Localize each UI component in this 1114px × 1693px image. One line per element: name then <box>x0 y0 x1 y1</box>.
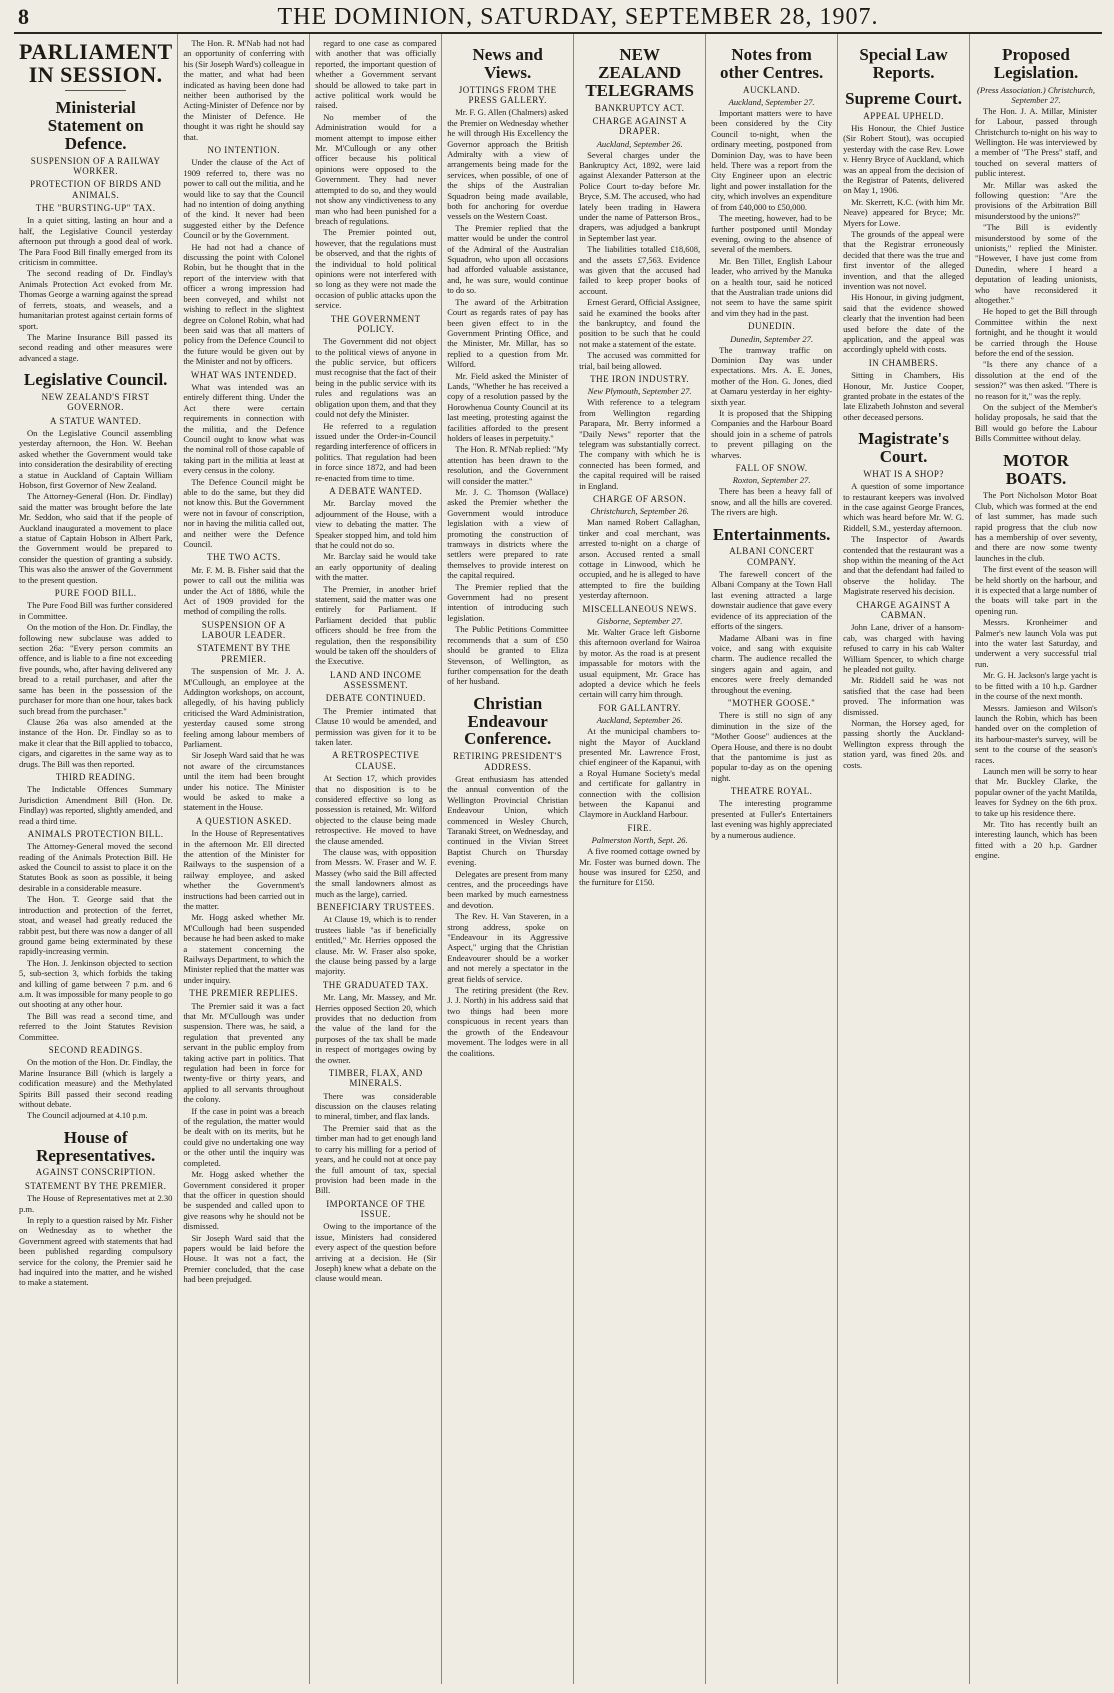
subheading: NEW ZEALAND'S FIRST GOVERNOR. <box>41 391 150 413</box>
subheading: A RETROSPECTIVE CLAUSE. <box>332 750 420 771</box>
article-paragraph: Mr. J. C. Thomson (Wallace) asked the Premier whether the Government would introduce legislation with a view of promoting the construction of tramways in districts where the settlers were prepared to rate themselves to provide interest on the capital required. <box>447 487 569 581</box>
article-paragraph: On the subject of the Member's holiday proposals, he said that the Bill would go before the Labour Bills Committee without delay. <box>975 402 1097 444</box>
section-heading: MOTOR BOATS. <box>1003 450 1069 488</box>
article-paragraph: The Attorney-General (Hon. Dr. Findlay) said the matter was brought before the late Mr. Seddon, who said that if the people of Auckland inaugurated a movement to place a statue of Captain Hobson in Albert Park, the Government would be prepared to consider the question of granting a subsidy. This was also the answer of the Government to the present question. <box>19 491 173 585</box>
article-paragraph: Mr. Lang, Mr. Massey, and Mr. Herries opposed Section 20, which provides that no deduction from the value of the land for the purposes of the tax shall be made in respect of mortgages owing by the owner. <box>315 992 437 1065</box>
subheading: FOR GALLANTRY. <box>598 702 681 713</box>
subheading: THEATRE ROYAL. <box>730 786 813 797</box>
column-6 <box>706 34 838 1684</box>
subheading: THE PREMIER REPLIES. <box>189 988 299 999</box>
article-paragraph: There is still no sign of any diminution in the size of the "Mother Goose" audiences at the Opera House, and there is no doubt that the pantomime is just as popular to-day as on the opening night. <box>711 710 833 783</box>
article-paragraph: In a quiet sitting, lasting an hour and a half, the Legislative Council yesterday afternoon put through a good deal of work. The Para Food Bill finally emerged from its criticism in committee. <box>19 215 173 268</box>
subheading: DEBATE CONTINUED. <box>325 693 426 704</box>
dateline: New Plymouth, September 27. <box>587 386 692 397</box>
article-paragraph: The Council adjourned at 4.10 p.m. <box>27 1110 148 1121</box>
article-paragraph: At the municipal chambers to-night the Mayor of Auckland presented Mr. Lawrence Frost, chief engineer of the Kapanui, with a Royal Humane Society's medal and certificate for gallantry in connection with the collision between the Kapanui and Claymore in Auckland Harbour. <box>579 726 701 820</box>
section-heading: Ministerial Statement on Defence. <box>47 98 144 153</box>
article-paragraph: If the case in point was a breach of the regulation, the matter would be dealt with on its merits, but he could give no undertaking one way or the other until the inquiry was completed. <box>183 1105 305 1168</box>
article-paragraph: Under the clause of the Act of 1909 referred to, there was no power to call out the militia, and he would like to say that the Council had no intention of doing anything of the kind. It never had been suggested either by the Defence Council or by the Government. <box>183 157 305 241</box>
subheading: WHAT WAS INTENDED. <box>190 369 297 380</box>
column-5 <box>574 34 706 1684</box>
masthead <box>14 4 1102 34</box>
subheading: THE TWO ACTS. <box>206 552 281 563</box>
section-heading: House of Representatives. <box>36 1127 156 1165</box>
column-8 <box>970 34 1102 1684</box>
article-paragraph: The Premier replied that the Government had no present intention of introducing such legislation. <box>447 581 569 623</box>
subheading: A QUESTION ASKED. <box>195 815 292 826</box>
article-paragraph: The Bill was read a second time, and referred to the Joint Statutes Revision Committee. <box>19 1010 173 1042</box>
article-paragraph: The first event of the season will be held shortly on the harbour, and it is expected that a large number of the boats will take part in the opening run. <box>975 564 1097 616</box>
column-2 <box>178 34 310 1684</box>
article-paragraph: The liabilities totalled £18,608, and the assets £7,563. Evidence was given that the accused had failed to keep proper books of account. <box>579 244 701 296</box>
subheading: TIMBER, FLAX, AND MINERALS. <box>328 1067 423 1089</box>
article-paragraph: The Premier intimated that Clause 10 would be amended, and permission was given for it to be taken later. <box>315 705 437 748</box>
page-number: 8 <box>18 4 29 29</box>
column-1 <box>14 34 178 1684</box>
article-paragraph: The Premier, in another brief statement, said the matter was one entirely for Parliament. If Parliament decided that public officers should be free from the regulation, then the responsibility would be taken off the shoulders of the Executive. <box>315 583 437 667</box>
article-paragraph: The Hon. J. A. Millar, Minister for Labour, passed through Christchurch to-night on his way to Wellington. He was interviewed by a member of "The Press" staff, and touched on several matters of public interest. <box>975 105 1097 179</box>
article-paragraph: The Premier said that as the timber man had to get enough land to carry his milling for a period of years, and he could not at once pay the full amount of tax, special provision had been made in the Bill. <box>315 1122 437 1196</box>
divider-rule <box>65 90 126 91</box>
subheading: A DEBATE WANTED. <box>329 485 423 496</box>
subheading: SECOND READINGS. <box>48 1044 143 1055</box>
article-paragraph: He referred to a regulation issued under the Order-in-Council regarding interference of officers in politics. That regulation had been in force since 1872, and had been re-enacted from time to time. <box>315 420 437 483</box>
subheading: A STATUE WANTED. <box>49 415 142 426</box>
article-paragraph: The second reading of Dr. Findlay's Animals Protection Act evoked from Mr. Thomas George a warning against the spread of ferrets, stoats, and weasels, and a humanitarian protest against certain forms of sport. <box>19 268 173 331</box>
subheading: STATEMENT BY THE PREMIER. <box>24 1180 167 1191</box>
article-paragraph: The meeting, however, had to be further postponed until Monday evening, owing to the absence of several of the members. <box>711 213 833 255</box>
article-paragraph: Sir Joseph Ward said that the papers would be laid before the House. It was not a fact, the Premier concluded, that the case had been prejudged. <box>183 1232 305 1285</box>
section-heading: Supreme Court. <box>845 88 962 108</box>
article-paragraph: The Premier said it was a fact that Mr. M'Cullough was under suspension. There was, he said, a regulation that prevented any servant in the public employ from taking active part in politics. That regulation had been in force for twenty-five or thirty years, and applied to all servants throughout the colony. <box>183 1000 305 1105</box>
article-paragraph: Launch men will be sorry to hear that Mr. Buckley Clarke, the popular owner of the yacht Matilda, leaves for Sydney on the 6th prox. to take up his residence there. <box>975 765 1097 818</box>
subheading: ANIMALS PROTECTION BILL. <box>27 828 164 839</box>
masthead-title: THE DOMINION, SATURDAY, SEPTEMBER 28, 1907. <box>277 4 879 30</box>
article-paragraph: The clause was, with opposition from Messrs. W. Fraser and W. F. Massey (who said the Bill affected the small landowners almost as much as the large), carried. <box>315 846 437 899</box>
subheading: CHARGE AGAINST A DRAPER. <box>592 115 687 137</box>
subheading: THE GRADUATED TAX. <box>322 979 429 990</box>
article-paragraph: The Government did not object to the political views of anyone in the public service, but officers must recognise that the fact of their being in the public service with its rules and regulations was an obligation upon them, and that they could not defy the Minister. <box>315 336 437 420</box>
subheading: BANKRUPTCY ACT. <box>594 102 685 113</box>
section-heading: Entertainments. <box>712 524 831 544</box>
article-paragraph: The grounds of the appeal were that the Registrar erroneously decided that there was the true and first inventor of the alleged invention, and that the alleged invention was not novel. <box>843 228 965 291</box>
article-paragraph: The House of Representatives met at 2.30 p.m. <box>19 1193 173 1214</box>
article-paragraph: The Inspector of Awards contended that the restaurant was a shop within the meaning of the Act and that the defendant had failed to observe the holiday. The Magistrate reserved his decision. <box>843 534 965 597</box>
article-paragraph: Sir Joseph Ward said that he was not aware of the circumstances until the item had been brought under his notice. The Minister would be asked to make a statement in the House. <box>183 750 305 813</box>
article-paragraph: Man named Robert Callaghan, tinker and coal merchant, was arrested to-night on a charge of arson. Accused rented a small cottage in Linwood, which he occupied, and he is alleged to have attempted to fire the building yesterday afternoon. <box>579 517 701 601</box>
article-paragraph: John Lane, driver of a hansom-cab, was charged with having refused to carry in his cab Walter William Spencer, to which charge he pleaded not guilty. <box>843 622 965 674</box>
article-paragraph: The Marine Insurance Bill passed its second reading and other measures were advanced a stage. <box>19 331 173 363</box>
subheading: RETIRING PRESIDENT'S ADDRESS. <box>453 751 563 772</box>
section-heading: Notes from other Centres. <box>719 45 824 82</box>
article-paragraph: Messrs. Jamieson and Wilson's launch the Robin, which has been handed over on the completion of its harbour-master's survey, will be sent to the course of the season's races. <box>975 702 1097 765</box>
section-heading: Legislative Council. <box>23 370 168 390</box>
article-paragraph: The tramway traffic on Dominion Day was under expectations. Mrs. A. E. Jones, mother of the Hon. G. Jones, died at Oamaru yesterday in her eighty-sixth year. <box>711 344 833 407</box>
column-3 <box>310 34 442 1684</box>
article-paragraph: No member of the Administration would for a moment attempt to impose either Mr. M'Cullough or any other officer because his political opinions were opposed to the Government. They had never attempted to do so, and they would not show any vindictiveness to any man who had been punished for a breach of regulations. <box>315 111 437 226</box>
subheading: AUCKLAND. <box>742 84 801 95</box>
article-paragraph: Clause 26a was also amended at the instance of the Hon. Dr. Findlay so as to make it clear that the Bill applied to tobacco, cigars, and cigarettes in the same way as to drugs. The Bill was then reported. <box>19 716 173 769</box>
article-paragraph: He had not had a chance of discussing the point with Colonel Robin, but he thought that in the report of the interview with that officer a wrong impression had been conveyed, and whilst not wishing to reflect in the slightest degree on Colonel Robin, what had been said was that all matters of policy from the Defence Council to the future would be given out by the Minister and not by officers. <box>183 241 305 367</box>
article-paragraph: On the motion of the Hon. Dr. Findlay, the Marine Insurance Bill (which is largely a codification measure) and the Methylated Spirits Bill passed their second reading without debate. <box>19 1057 173 1109</box>
article-paragraph: Messrs. Kronheimer and Palmer's new launch Vola was put into the water last Saturday, and underwent a very successful trial run. <box>975 617 1097 669</box>
section-heading: Christian Endeavour Conference. <box>464 693 552 749</box>
article-paragraph: With reference to a telegram from Wellington regarding Parapara, Mr. Berry informed a "Daily News" reporter that the telegram was substantially correct. The company with which he is connected has been formed, and the capital required will be raised in England. <box>579 397 701 491</box>
article-paragraph: At Clause 19, which is to render trustees liable "as if beneficially entitled," Mr. Herries opposed the clause. Mr. W. Fraser also spoke, the clause being passed by a large majority. <box>315 914 437 977</box>
column-4 <box>442 34 574 1684</box>
article-paragraph: "The Bill is evidently misunderstood by some of the unionists," replied the Minister. "However, I have just come from Dunedin, where I heard a deputation of leading unionists, who have reconsidered it altogether." <box>975 222 1097 305</box>
subheading: NO INTENTION. <box>207 145 281 156</box>
subheading: STATEMENT BY THE PREMIER. <box>196 643 291 664</box>
article-paragraph: The accused was committed for trial, bail being allowed. <box>579 350 701 371</box>
subheading: SUSPENSION OF A LABOUR LEADER. <box>201 619 286 641</box>
article-paragraph: Mr. Barclay said he would take an early opportunity of dealing with the matter. <box>315 551 437 583</box>
article-paragraph: The Hon. R. M'Nab had not had an opportunity of conferring with his (Sir Joseph Ward's) colleague in the matter, and what had been indicated as having been done had neither been authorised by the Acting-Minister of Defence nor by the Minister of Defence. He thought it was right he should say that. <box>183 38 305 142</box>
article-paragraph: regard to one case as compared with another that was officially reported, the important question of whether a Government servant should be allowed to take part in active political work would be raised. <box>315 38 437 111</box>
article-paragraph: His Honour, the Chief Justice (Sir Robert Stout), was occupied yesterday with the case Rev. Lowe v. Henry Bryce of Auckland, which was an appeal from the decision of the Registrar of Patents, delivered on May 1, 1906. <box>843 122 965 196</box>
dateline: Auckland, September 27. <box>728 97 815 108</box>
section-heading: Proposed Legislation. <box>993 45 1079 82</box>
subheading: PURE FOOD BILL. <box>54 588 137 599</box>
article-paragraph: Norman, the Horsey aged, for passing shortly the Auckland-Wellington express through the station yard, was fined 20s. and costs. <box>843 718 965 770</box>
article-paragraph: Mr. Field asked the Minister of Lands, "Whether he has received a copy of a resolution passed by the Horowhenua County Council at its last meeting, protesting against the facilities afforded to the present holders of leases in perpetuity." <box>447 370 569 443</box>
article-paragraph: Owing to the importance of the issue, Ministers had considered every aspect of the question before arriving at a decision. He (Sir Joseph) knew what a debate on the clause would mean. <box>315 1221 437 1284</box>
article-paragraph: He hoped to get the Bill through Committee within the next fortnight, and he thought it would be carried through the House before the end of the session. <box>975 306 1097 359</box>
subheading: APPEAL UPHELD. <box>863 110 944 121</box>
article-paragraph: Mr. Riddell said he was not satisfied that the case had been proved. The information was dismissed. <box>843 675 965 717</box>
subheading: DUNEDIN. <box>747 321 796 332</box>
subheading: SUSPENSION OF A RAILWAY WORKER. <box>30 155 161 177</box>
article-paragraph: The Hon. J. Jenkinson objected to section 5, sub-section 3, which forbids the taking and killing of game between 7 p.m. and 6 a.m. It was impossible for many people to go out shooting at any other hour. <box>19 957 173 1010</box>
subheading: AGAINST CONSCRIPTION. <box>35 1167 156 1178</box>
article-paragraph: Mr. Hogg asked whether Mr. M'Cullough had been suspended because he had been asked to make a statement concerning the Railways Department, to which the Minister replied that the matter was under inquiry. <box>183 912 305 985</box>
article-paragraph: The Premier replied that the matter would be under the control of the Admiral of the Australian Squadron, who upon all occasions had afforded valuable assistance, and, he was sure, would continue to do so. <box>447 222 569 296</box>
subheading: FALL OF SNOW. <box>735 462 808 473</box>
article-paragraph: Mr. Walter Grace left Gisborne this afternoon overland for Wairoa by motor. As the road is at present impassable for motors with the usual equipment, Mr. Grace has adopted a device which he feels certain will carry him through. <box>579 627 701 700</box>
page-headline: PARLIAMENT IN SESSION. <box>19 39 173 88</box>
subheading: "MOTHER GOOSE." <box>727 697 816 708</box>
article-paragraph: At Section 17, which provides that no disposition is to be considered effective so long as possession is retained, Mr. Wilford objected to the clause being made retrospective. He moved to have the clause amended. <box>315 773 437 846</box>
dateline: Gisborne, September 27. <box>596 616 683 627</box>
dateline: (Press Association.) Christchurch, September 27. <box>976 84 1096 105</box>
article-paragraph: The Premier pointed out, however, that the regulations must be observed, and that the rights of the individual to hold political opinions were not interfered with so long as they were not made the occasion of public attacks upon the service. <box>315 227 437 311</box>
article-paragraph: The farewell concert of the Albani Company at the Town Hall last evening attracted a large downstair audience that gave every evidence of its appreciation of the efforts of the singers. <box>711 569 833 632</box>
article-paragraph: Madame Albani was in fine voice, and sang with exquisite charm. The audience recalled the singers again and again, and encores were freely demanded throughout the evening. <box>711 632 833 695</box>
article-paragraph: Mr. F. G. Allen (Chalmers) asked the Premier on Wednesday whether he will through His Excellency the Governor approach the British Admiralty with a view of arrangements being made for the services, when possible, of one of the ships of the Australian Squadron being made available, both for anchoring for overdue vessels on the Western Coast. <box>447 107 569 222</box>
dateline: Auckland, September 26. <box>596 715 683 726</box>
article-paragraph: The Defence Council might be able to do the same, but they did not know this. But the Government were not in favour of conscription, nor in having the militia called out, and neither were the Defence Council. <box>183 476 305 549</box>
article-paragraph: The Hon. R. M'Nab replied: "My attention has been drawn to the resolution, and the Government will consider the matter." <box>447 444 569 486</box>
article-paragraph: There was considerable discussion on the clauses relating to mineral, timber, and flax lands. <box>315 1090 437 1122</box>
dateline: Auckland, September 26. <box>596 138 683 149</box>
article-paragraph: The award of the Arbitration Court as regards rates of pay has been given effect to in the Government Printing Office, and the Minister, Mr. Millar, has so replied to a question from Mr. Wilford. <box>447 296 569 370</box>
article-paragraph: Several charges under the Bankruptcy Act, 1892, were laid against Alexander Patterson at the Police Court to-day before Mr. Bryce, S.M. The accused, who had lately been trading in Hawera under the name of Patterson Bros., drapers, was adjudged a bankrupt in September last year. <box>579 149 701 243</box>
article-paragraph: The Indictable Offences Summary Jurisdiction Amendment Bill (Hon. Dr. Findlay) was reported, slightly amended, and read a third time. <box>19 784 173 826</box>
article-paragraph: Mr. Barclay moved the adjournment of the House, with a view to debating the matter. The Speaker stopped him, and told him that he could not do so. <box>315 498 437 550</box>
article-paragraph: Delegates are present from many centres, and the proceedings have been marked by much earnestness and devotion. <box>447 868 569 910</box>
article-paragraph: "Is there any chance of a dissolution at the end of the session?" was then asked. "There is no reason for it," was the reply. <box>975 359 1097 401</box>
dateline: Dunedin, September 27. <box>730 333 814 344</box>
section-heading: Magistrate's Court. <box>858 429 949 467</box>
subheading: MISCELLANEOUS NEWS. <box>582 603 697 614</box>
article-paragraph: The Hon. T. George said that the introduction and protection of the ferret, stoat, and weasel had greatly reduced the rabbit pest, but there was now a danger of all ground game being exterminated by these rapidly-increasing vermin. <box>19 894 173 957</box>
article-paragraph: A question of some importance to restaurant keepers was involved in the case against George Frances, which was heard before Mr. W. G. Riddell, S.M., yesterday afternoon. <box>843 481 965 533</box>
article-paragraph: Mr. G. H. Jackson's large yacht is to be fitted with a 10 h.p. Gardner in the course of the next month. <box>975 670 1097 702</box>
article-paragraph: In reply to a question raised by Mr. Fisher on Wednesday as to whether the Government agreed with statements that had been published regarding compulsory service for the colony, the Premier said he had inquired into the matter, and he wished to make a statement. <box>19 1214 173 1288</box>
article-paragraph: The interesting programme presented at Fuller's Entertainers last evening was highly appreciated by a numerous audience. <box>711 798 833 840</box>
column-grid <box>14 34 1102 1684</box>
article-paragraph: The Public Petitions Committee recommends that a sum of £50 should be granted to Eliza Stevenson, of Wellington, as further compensation for the death of her husband. <box>447 624 569 687</box>
article-paragraph: Important matters were to have been considered by the City Council to-night, when the ordinary meeting, postponed from Dominion Day, was to have been held. There was a report from the City Engineer upon an electric light and power installation for the city, which involves an expenditure of from £40,000 to £50,000. <box>711 108 833 212</box>
subheading: WHAT IS A SHOP? <box>863 468 944 479</box>
section-heading: NEW ZEALAND TELEGRAMS <box>585 45 694 100</box>
article-paragraph: Mr. F. M. B. Fisher said that the power to call out the militia was under the Act of 1886, while the Act of 1909 provided for the method of compiling the rolls. <box>183 564 305 617</box>
article-paragraph: The Pure Food Bill was further considered in Committee. <box>19 600 173 621</box>
article-paragraph: Sitting in Chambers, His Honour, Mr. Justice Cooper, granted probate in the estates of the late Elizabeth Johnston and several other deceased persons. <box>843 370 965 422</box>
article-paragraph: In the House of Representatives in the afternoon Mr. Ell directed the attention of the Minister for Railways to the suspension of a railway employee, and asked whether the Government's instructions had been carried out in the matter. <box>183 828 305 911</box>
section-heading: News and Views. <box>472 45 543 82</box>
article-paragraph: Mr. Skerrett, K.C. (with him Mr. Neave) appeared for Bryce; Mr. Myers for Lowe. <box>843 196 965 228</box>
subheading: IN CHAMBERS. <box>868 357 939 368</box>
subheading: CHARGE AGAINST A CABMAN. <box>856 599 951 621</box>
article-paragraph: Great enthusiasm has attended the annual convention of the Wellington Provincial Christian Endeavour Union, which commenced in Wesley Church, Taranaki Street, on Wednesday, and continued in the Vivian Street Baptist Church on Thursday evening. <box>447 773 569 868</box>
subheading: IMPORTANCE OF THE ISSUE. <box>326 1198 426 1220</box>
subheading: THE GOVERNMENT POLICY. <box>330 313 421 334</box>
article-paragraph: A five roomed cottage owned by Mr. Foster was burned down. The house was insured for £250, and the furniture for £150. <box>579 846 701 888</box>
subheading: CHARGE OF ARSON. <box>593 494 687 505</box>
article-paragraph: The suspension of Mr. J. A. M'Cullough, an employee at the Addington workshops, on account, allegedly, of his having publicly criticised the Ward Administration, yesterday caused some strong feeling among labour members of Parliament. <box>183 666 305 749</box>
dateline: Christchurch, September 26. <box>590 506 689 517</box>
article-paragraph: Mr. Tito has recently built an interesting launch, which has been fitted with a 20 h.p. Gardner engine. <box>975 818 1097 861</box>
subheading: BENEFICIARY TRUSTEES. <box>316 902 435 912</box>
article-paragraph: Mr. Ben Tillet, English Labour leader, who arrived by the Manuka on a health tour, said he noticed that the Australian trade unions did not seem to have the same spirit and vim they had in the past. <box>711 255 833 318</box>
article-paragraph: Mr. Hogg asked whether the Government considered it proper that the officer in question should be suspended and called upon to give reasons why he should not be dismissed. <box>183 1169 305 1232</box>
subheading: LAND AND INCOME ASSESSMENT. <box>329 669 422 691</box>
dateline: Palmerston North, Sept. 26. <box>591 835 688 846</box>
article-paragraph: The Port Nicholson Motor Boat Club, which was formed at the end of last summer, has made such rapid progress that the club now has a membership of over seventy, and there are now some twenty launches in the club. <box>975 490 1097 563</box>
column-7 <box>838 34 970 1684</box>
article-paragraph: The Attorney-General moved the second reading of the Animals Protection Bill. He asked the Council to assist to place it on the Statutes Book as soon as possible, it being desirable in a considerable measure. <box>19 841 173 893</box>
article-paragraph: Mr. Millar was asked the following question: "Are the provisions of the Arbitration Bill misunderstood by the unions?" <box>975 179 1097 221</box>
article-paragraph: His Honour, in giving judgment, said that the evidence showed clearly that the invention had been used before the date of the application, and the appeal was accordingly upheld with costs. <box>843 292 965 355</box>
subheading: FIRE. <box>627 822 652 833</box>
subheading: THE "BURSTING-UP" TAX. <box>35 203 156 214</box>
article-paragraph: On the Legislative Council assembling yesterday afternoon, the Hon. W. Beehan asked whether the Government would take into consideration the desirability of erecting a statue in Auckland of Captain William Hobson, first Governor of New Zealand. <box>19 428 173 491</box>
subheading: THIRD READING. <box>55 771 136 782</box>
subheading: JOTTINGS FROM THE PRESS GALLERY. <box>458 84 557 106</box>
article-paragraph: There has been a heavy fall of snow, and all the hills are covered. The rivers are high. <box>711 486 833 518</box>
article-paragraph: Ernest Gerard, Official Assignee, said he examined the books after the bankruptcy, and found the position to be such that he could not make a statement of the estate. <box>579 297 701 349</box>
article-paragraph: It is proposed that the Shipping Companies and the Harbour Board should join in a scheme of patrols to prevent pillaging on the wharves. <box>711 407 833 460</box>
subheading: ALBANI CONCERT COMPANY. <box>729 546 814 567</box>
article-paragraph: What was intended was an entirely different thing. Under the Act there were certain requirements in connection with the militia, and the Defence Council ought to know what was the nominal roll of those capable of taking part in the militia at least at every census in the colony. <box>183 381 305 476</box>
article-paragraph: The retiring president (the Rev. J. J. North) in his address said that two things had been more conspicuous in recent years than the growth of the Endeavour movement. The lodges were in all the coalitions. <box>447 985 569 1058</box>
section-heading: Special Law Reports. <box>859 45 948 82</box>
article-paragraph: On the motion of the Hon. Dr. Findlay, the following new subclause was added to section 26a: "Every person commits an offence, and is liable to a fine not exceeding five pounds, who, after having delivered any bread to a retail purchaser, and after the same has been in the possession of the purchaser for more than one hour, takes back such bread from the purchaser." <box>19 622 173 716</box>
article-paragraph: The Rev. H. Van Staveren, in a strong address, spoke on "Endeavour in its Aggressive Aspect," urging that the Christian Endeavourer should be a worker and not merely a spectator in the great fields of service. <box>447 911 569 984</box>
subheading: PROTECTION OF BIRDS AND ANIMALS. <box>30 179 162 200</box>
subheading: THE IRON INDUSTRY. <box>590 374 690 385</box>
dateline: Roxton, September 27. <box>732 475 811 486</box>
